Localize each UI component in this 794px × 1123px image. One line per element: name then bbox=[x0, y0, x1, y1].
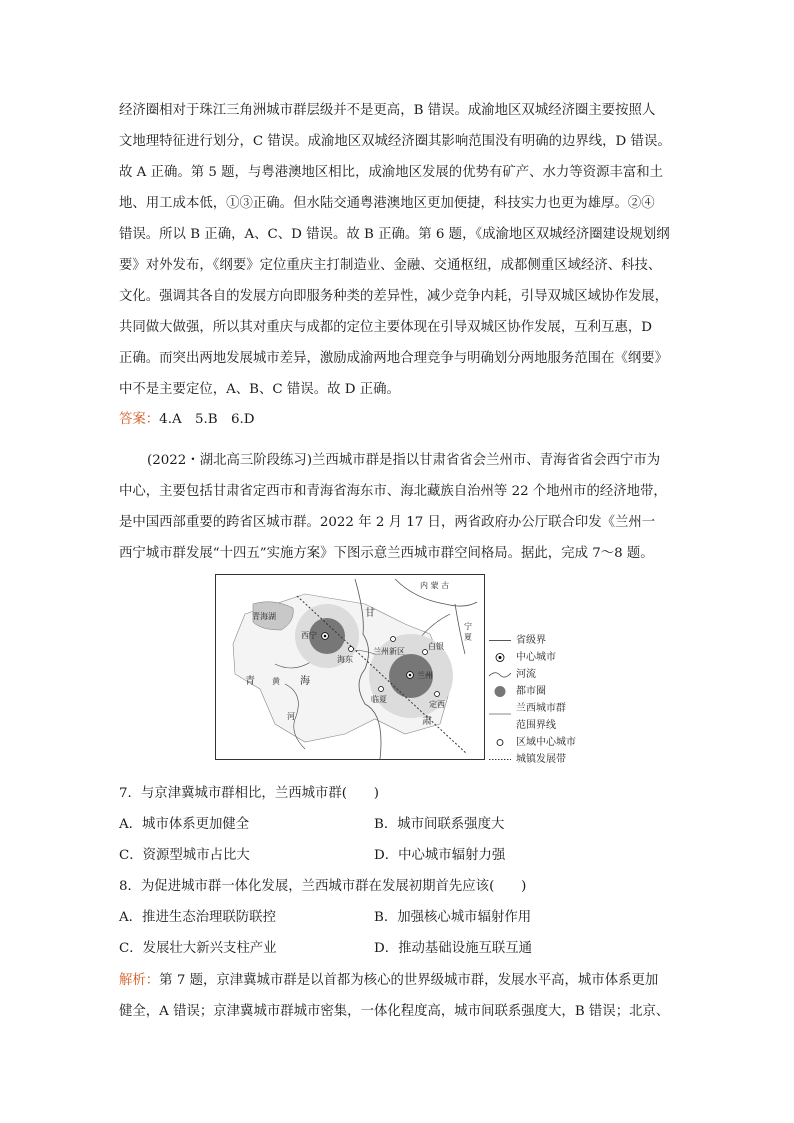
metro-circle-icon bbox=[488, 685, 512, 698]
q8-option-b[interactable]: B．加强核心城市辐射作用 bbox=[374, 910, 532, 925]
label-huang: 黄 bbox=[272, 677, 280, 686]
text-line: 中不是主要定位，A、B、C 错误。故 D 正确。 bbox=[119, 382, 400, 397]
text-line: 地、用工成本低，①③正确。但水陆交通粤港澳地区更加便捷，科技实力也更为雄厚。②④ bbox=[119, 196, 655, 211]
lanxi-city-cluster-map bbox=[215, 574, 485, 760]
question-intro bbox=[119, 445, 681, 569]
analysis-label: 解析： bbox=[119, 973, 160, 988]
province-boundary-icon bbox=[488, 634, 512, 647]
label-hai: 海 bbox=[300, 676, 310, 687]
text-line: 解析：第 7 题，京津冀城市群是以首都为核心的世界级城市群，发展水平高，城市体系更加 bbox=[119, 973, 659, 988]
legend-item: 兰西城市群 bbox=[488, 700, 608, 717]
legend-item: 省级界 bbox=[488, 632, 608, 649]
question-8-stem: 8．为促进城市群一体化发展，兰西城市群在发展初期首先应该( ) bbox=[119, 879, 527, 894]
legend-item: 中心城市 bbox=[488, 649, 608, 666]
text-line: 共同做大做强，所以其对重庆与成都的定位主要体现在引导双城区协作发展，互利互惠，D bbox=[119, 320, 652, 335]
text-line: 中心，主要包括甘肃省定西市和青海省海东市、海北藏族自治州等 22 个地州市的经济地带， bbox=[119, 484, 667, 499]
central-city-dot bbox=[324, 635, 327, 638]
text-line: 文化。强调其各自的发展方向即服务种类的差异性，减少竞争内耗，引导双城区域协作发展， bbox=[119, 289, 669, 304]
river-icon bbox=[488, 668, 512, 681]
q8-option-c[interactable]: C．发展壮大新兴支柱产业 bbox=[119, 941, 277, 956]
legend-item: 城镇发展带 bbox=[488, 751, 608, 768]
text-line: 健全，A 错误；京津冀城市群城市密集，一体化程度高，城市间联系强度大，B 错误；北京、 bbox=[119, 1004, 670, 1019]
text-line: 是中国西部重要的跨省区城市群。2022 年 2 月 17 日，两省政府办公厅联合印发《兰州一 bbox=[119, 515, 656, 530]
text-line: 文地理特征进行划分，C 错误。成渝地区双城经济圈其影响范围没有明确的边界线，D 错误。 bbox=[119, 134, 671, 149]
q7-option-b[interactable]: B．城市间联系强度大 bbox=[374, 817, 505, 832]
q7-option-c[interactable]: C．资源型城市占比大 bbox=[119, 848, 250, 863]
q7-option-d[interactable]: D．中心城市辐射力强 bbox=[374, 848, 506, 863]
map-legend bbox=[488, 632, 608, 768]
text-line: 故 A 正确。第 5 题，与粤港澳地区相比，成渝地区发展的优势有矿产、水力等资源丰富和土 bbox=[119, 165, 664, 180]
label-qing: 青 bbox=[245, 676, 255, 687]
legend-item: 都市圈 bbox=[488, 683, 608, 700]
label-lanzhou: 兰州 bbox=[417, 671, 433, 680]
text-line: 错误。所以 B 正确，A、C、D 错误。故 B 正确。第 6 题，《成渝地区双城经济圈建设规划纲 bbox=[119, 227, 670, 242]
central-city-dot bbox=[409, 674, 412, 677]
q8-option-a[interactable]: A．推进生态治理联防联控 bbox=[119, 910, 276, 925]
label-dingxi: 定西 bbox=[429, 700, 445, 709]
cluster-boundary-icon bbox=[488, 702, 512, 715]
text-line: 正确。而突出两地发展城市差异，激励成渝两地合理竞争与明确划分两地服务范围在《纲要》 bbox=[119, 351, 669, 366]
label-haidong: 海东 bbox=[337, 655, 353, 664]
label-inner-mongolia: 内 蒙 古 bbox=[420, 581, 450, 590]
legend-item: 河流 bbox=[488, 666, 608, 683]
label-gan: 甘 bbox=[365, 608, 375, 619]
regional-city-lanzhou-xinqu bbox=[391, 637, 396, 642]
label-ningxia: 宁 夏 bbox=[463, 622, 473, 641]
text-line: 经济圈相对于珠江三角洲城市群层级并不是更高，B 错误。成渝地区双城经济圈主要按照人 bbox=[119, 103, 656, 118]
label-xining: 西宁 bbox=[301, 631, 317, 640]
text-line: 西宁城市群发展“十四五”实施方案》下图示意兰西城市群空间格局。据此，完成 7～8 题。 bbox=[119, 546, 654, 561]
q8-option-d[interactable]: D．推动基础设施互联互通 bbox=[374, 941, 533, 956]
label-linxia: 临夏 bbox=[371, 695, 387, 704]
answer-line bbox=[119, 408, 255, 427]
label-lanzhou-xinqu: 兰州新区 bbox=[373, 647, 405, 656]
central-city-icon bbox=[488, 651, 512, 664]
text-line: 要》对外发布，《纲要》定位重庆主打制造业、金融、交通枢纽，成都侧重区域经济、科技、 bbox=[119, 258, 662, 273]
label-he: 河 bbox=[287, 712, 295, 721]
answer-text: 4.A 5.B 6.D bbox=[159, 412, 255, 427]
regional-city-haidong bbox=[349, 647, 354, 652]
label-su: 肃 bbox=[422, 716, 432, 727]
analysis-paragraph bbox=[119, 965, 681, 1027]
legend-item: 范围界线 bbox=[516, 720, 556, 731]
q7-option-a[interactable]: A．城市体系更加健全 bbox=[119, 817, 250, 832]
regional-city-dingxi bbox=[435, 692, 440, 697]
legend-item: 区域中心城市 bbox=[488, 734, 608, 751]
question-7-stem: 7．与京津冀城市群相比，兰西城市群( ) bbox=[119, 786, 379, 801]
answer-label: 答案： bbox=[119, 412, 160, 427]
regional-city-linxia bbox=[379, 687, 384, 692]
text-line: (2022・湖北高三阶段练习)兰西城市群是指以甘肃省省会兰州市、青海省省会西宁市为 bbox=[147, 453, 661, 468]
explanation-paragraph bbox=[119, 95, 681, 405]
regional-city-baiyin bbox=[423, 650, 428, 655]
urban-belt-icon bbox=[488, 753, 512, 766]
label-qinghai-lake: 青海湖 bbox=[252, 612, 276, 621]
regional-city-icon bbox=[488, 736, 512, 749]
label-baiyin: 白银 bbox=[428, 642, 444, 651]
